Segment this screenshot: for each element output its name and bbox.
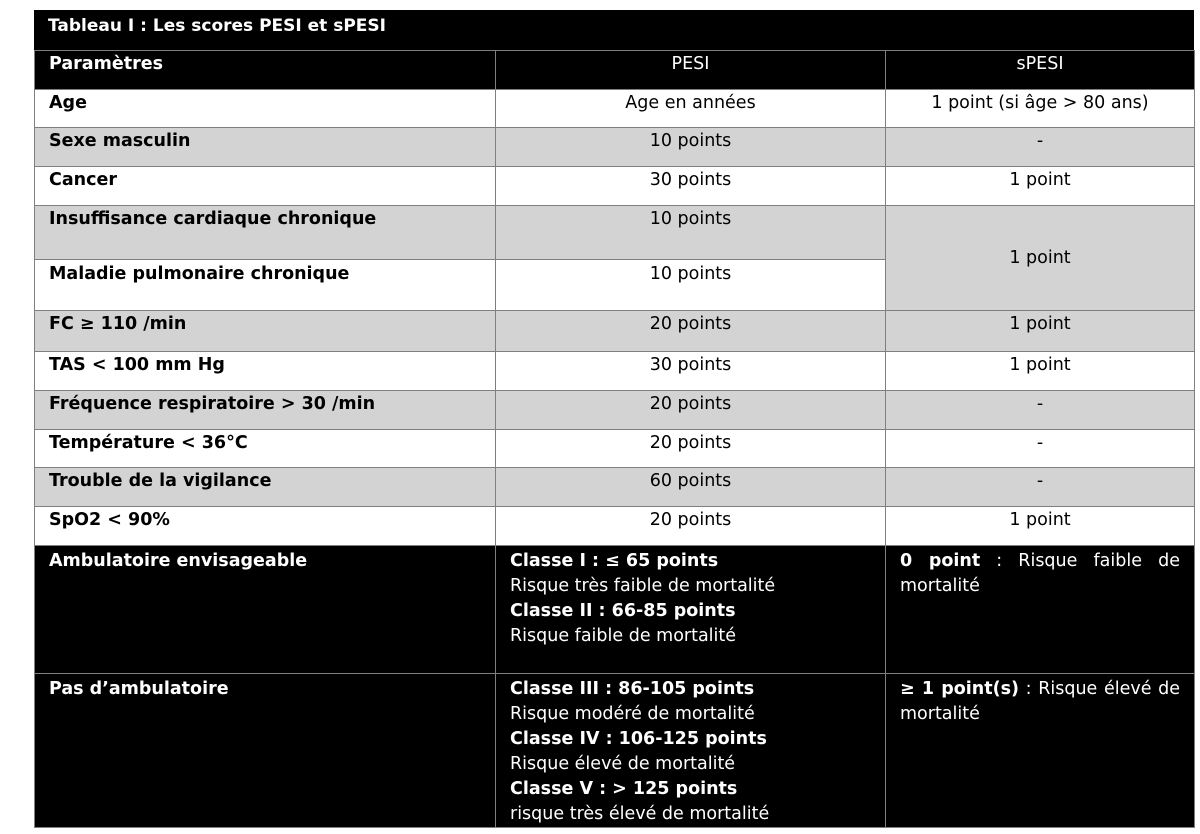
class4-title: Classe IV : 106-125 points xyxy=(510,729,767,749)
class4-desc: Risque élevé de mortalité xyxy=(510,754,736,774)
spesi-ic-mpc: 1 point xyxy=(886,206,1195,311)
spesi-age: 1 point (si âge > 80 ans) xyxy=(886,90,1195,128)
spesi-fr: - xyxy=(886,391,1195,430)
class3-title: Classe III : 86-105 points xyxy=(510,679,755,699)
header-row xyxy=(35,51,1195,90)
table-row xyxy=(35,391,1195,430)
pas-ambulatoire-spesi xyxy=(886,674,1195,828)
pesi-fr: 20 points xyxy=(496,391,886,430)
table-row xyxy=(35,468,1195,507)
class1-title: Classe I : ≤ 65 points xyxy=(510,551,719,571)
table-row xyxy=(35,507,1195,546)
pesi-vig: 60 points xyxy=(496,468,886,507)
ambulatoire-spesi-score: 0 point xyxy=(900,551,981,571)
class2-title: Classe II : 66-85 points xyxy=(510,601,736,621)
pas-ambulatoire-spesi-score: ≥ 1 point(s) xyxy=(900,679,1019,699)
ambulatoire-spesi xyxy=(886,546,1195,674)
spesi-cancer: 1 point xyxy=(886,167,1195,206)
spesi-tas: 1 point xyxy=(886,352,1195,391)
param-temp: Température < 36°C xyxy=(35,430,496,468)
pesi-temp: 20 points xyxy=(496,430,886,468)
table-caption: Tableau I : Les scores PESI et sPESI xyxy=(34,10,1194,50)
pesi-fc: 20 points xyxy=(496,311,886,352)
pas-ambulatoire-spesi-text: : Risque élevé de mortalité xyxy=(900,679,1180,724)
pas-ambulatoire-pesi xyxy=(496,674,886,828)
pesi-tas: 30 points xyxy=(496,352,886,391)
table-row xyxy=(35,206,1195,260)
param-fc: FC ≥ 110 /min xyxy=(35,311,496,352)
ambulatoire-pesi xyxy=(496,546,886,674)
param-mpc: Maladie pulmonaire chronique xyxy=(35,260,496,311)
param-ic: Insuffisance cardiaque chronique xyxy=(35,206,496,260)
class3-desc: Risque modéré de mortalité xyxy=(510,704,755,724)
spesi-fc: 1 point xyxy=(886,311,1195,352)
score-table xyxy=(34,50,1195,828)
header-pesi: PESI xyxy=(496,51,886,90)
pesi-cancer: 30 points xyxy=(496,167,886,206)
table-row xyxy=(35,90,1195,128)
pesi-age: Age en années xyxy=(496,90,886,128)
table-row xyxy=(35,128,1195,167)
pas-ambulatoire-label: Pas d’ambulatoire xyxy=(35,674,496,828)
header-param: Paramètres xyxy=(35,51,496,90)
param-fr: Fréquence respiratoire > 30 /min xyxy=(35,391,496,430)
param-tas: TAS < 100 mm Hg xyxy=(35,352,496,391)
pesi-mpc: 10 points xyxy=(496,260,886,311)
pesi-table xyxy=(34,10,1194,828)
pesi-ic: 10 points xyxy=(496,206,886,260)
param-age: Age xyxy=(35,90,496,128)
class2-desc: Risque faible de mortalité xyxy=(510,626,737,646)
spesi-vig: - xyxy=(886,468,1195,507)
pesi-spo2: 20 points xyxy=(496,507,886,546)
table-row xyxy=(35,430,1195,468)
ambulatoire-row xyxy=(35,546,1195,674)
pesi-sexe: 10 points xyxy=(496,128,886,167)
param-sexe: Sexe masculin xyxy=(35,128,496,167)
spesi-temp: - xyxy=(886,430,1195,468)
class1-desc: Risque très faible de mortalité xyxy=(510,576,776,596)
ambulatoire-spesi-text: : Risque faible de mortalité xyxy=(900,551,1180,596)
class5-desc: risque très élevé de mortalité xyxy=(510,804,770,824)
class5-title: Classe V : > 125 points xyxy=(510,779,738,799)
ambulatoire-label: Ambulatoire envisageable xyxy=(35,546,496,674)
pas-ambulatoire-row xyxy=(35,674,1195,828)
param-spo2: SpO2 < 90% xyxy=(35,507,496,546)
table-row xyxy=(35,311,1195,352)
table-row xyxy=(35,167,1195,206)
spesi-spo2: 1 point xyxy=(886,507,1195,546)
table-row xyxy=(35,352,1195,391)
param-cancer: Cancer xyxy=(35,167,496,206)
header-spesi: sPESI xyxy=(886,51,1195,90)
param-vig: Trouble de la vigilance xyxy=(35,468,496,507)
spesi-sexe: - xyxy=(886,128,1195,167)
